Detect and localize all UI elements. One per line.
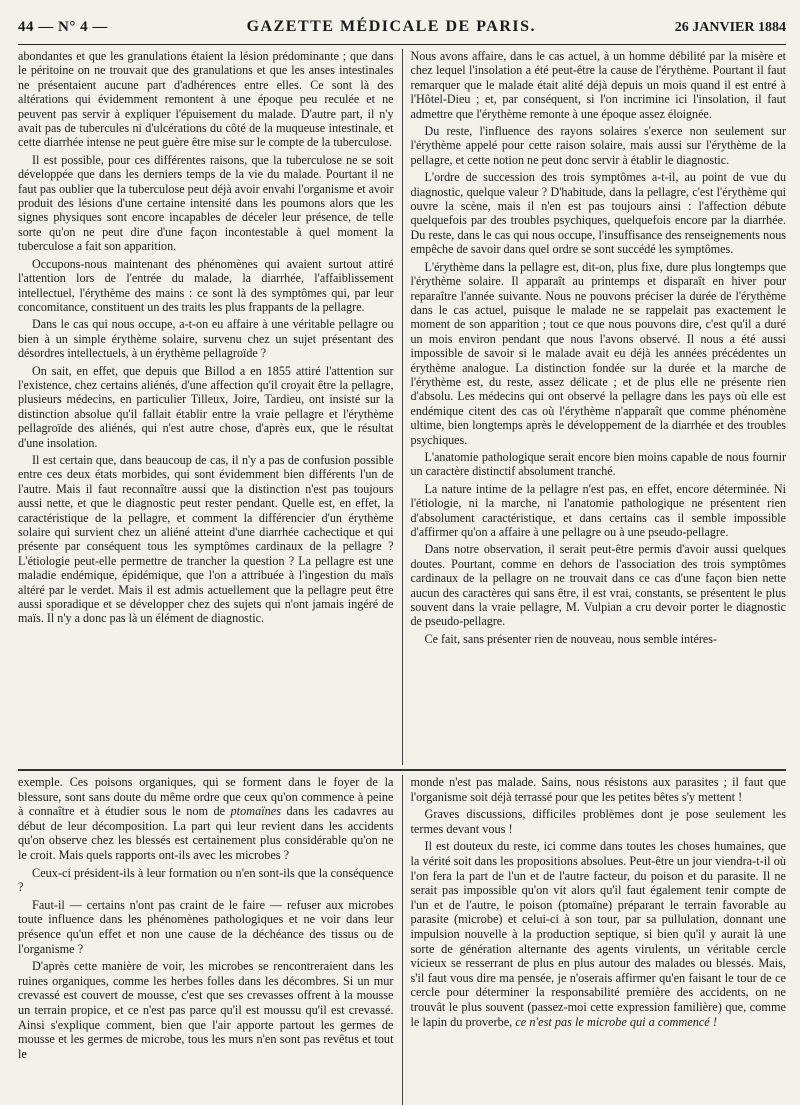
paragraph: Il est certain que, dans beaucoup de cas, il n'y a pas de confusion possible entre ces deux états morbides, qui sont évidemment bien différents l'un de l'autre. Mais il faut reconnaître aussi que la distinction n'est pas toujours aussi nette, et que le diagnostic peut rester pendant. Quelle est, en effet, la caractéristique de la pellagre, et comment la différencier d'un érythème solaire qui survient chez un aliéné atteint d'une diarrhée cachectique et qui présente par conséquent tous les symptômes cardinaux de la pellagre ? L'étiologie peut-elle permettre de trancher la question ? La pellagre est une maladie endémique, épidémique, que l'on a attribuée à l'ingestion du maïs altéré par le verdet. Mais il est admis actuellement que la pellagre peut être aussi sporadique et se développer chez des sujets qui n'ont jamais ingéré de maïs. Il n'y a donc pas là un élément de diagnostic. [18,452,394,626]
paragraph: Dans le cas qui nous occupe, a-t-on eu affaire à une véritable pellagre ou bien à un simple érythème solaire, survenu chez un sujet présentant des désordres intellectuels, à un érythème pellagroïde ? [18,317,394,361]
paragraph: Dans notre observation, il serait peut-être permis d'avoir aussi quelques doutes. Pourtant, comme en dehors de l'association des trois symptômes cardinaux de la pellagre on ne trouvait dans ce cas d'une façon bien nette aucun des caractères qui sans être, il est vrai, constants, se présentent le plus souvent dans la vraie pellagre, M. Vulpian a cru devoir porter le diagnostic de pseudo-pellagre. [410,542,786,629]
paragraph-text: D'après cette manière de voir, les microbes se rencontreraient dans les ruines organiques, comme les herbes folles dans les décombres. Si un mur crevassé est couvert de mousse, c'est que ses crevasses offrent à la mousse un terrain propice, et ce n'est pas parce qu'il est moussu qu'il est crevassé. Ainsi s'explique comment, bien que l'air apporte partout les germes de mousse et les germes de microbe, tous les murs n'en sont pas revêtus et tout le [18,959,394,1061]
paragraph: L'ordre de succession des trois symptômes a-t-il, au point de vue du diagnostic, quelque valeur ? D'habitude, dans la pellagre, c'est l'érythème qui ouvre la scène, mais il n'en est pas toujours ainsi : l'affection débute quelquefois par des troubles psychiques, quelquefois encore par la diarrhée. Du reste, dans le cas qui nous occupe, l'insuffisance des renseignements nous empêche de savoir dans quel ordre se sont succédé les symptômes. [410,170,786,257]
header-rule [18,44,786,45]
italic-text: ce n'est pas le microbe qui a commencé ! [515,1014,717,1029]
paragraph: Il est possible, pour ces différentes raisons, que la tuberculose ne se soit développée que dans les derniers temps de la vie du malade. Pourtant il ne faut pas oublier que la tuberculose peut déjà avoir envahi l'organisme et avoir produit des lésions d'une certaine intensité dans les poumons alors que les signes physiques sont encore incapables de déceler leur présence, de telle sorte qu'on ne peut dire d'une façon incontestable à quel moment la tuberculose a fait son apparition. [18,152,394,254]
page-number-issue: 44 — N° 4 — [18,19,108,35]
paragraph [18,775,394,863]
paragraph [411,775,787,804]
paragraph-text: Faut-il — certains n'ont pas craint de le faire — refuser aux microbes toute influence dans les phénomènes pathologiques et ne voir dans leur présence qu'un effet et non une cause de la déchéance des tissus ou de l'organisme ? [18,897,394,956]
feuilleton-section [18,769,786,1105]
bottom-right-column [402,775,787,1105]
top-right-column [402,49,787,765]
page-header [18,18,786,42]
paragraph: Occupons-nous maintenant des phénomènes qui avaient surtout attiré l'attention lors de l'entrée du malade, la diarrhée, l'affaiblissement intellectuel, l'érythème des mains : ce sont là des symptômes qui, par leur concomitance, constituent un des traits les plus frappants de la pellagre. [18,256,394,314]
issue-date: 26 JANVIER 1884 [674,20,786,35]
paragraph [18,866,394,895]
journal-title: GAZETTE MÉDICALE DE PARIS. [246,18,537,35]
paragraph: Ce fait, sans présenter rien de nouveau, nous semble intéres- [424,631,718,646]
article-top-section [18,49,786,765]
paragraph-text: Graves discussions, difficiles problèmes dont je pose seulement les termes devant vous ! [410,807,786,836]
paragraph: L'érythème dans la pellagre est, dit-on, plus fixe, dure plus longtemps que l'érythème solaire. Il apparaît au printemps et disparaît en hiver pour reparaître l'année suivante. Nous ne pouvons préciser la durée de l'érythème dans le cas actuel, puisque le malade ne se rappelait pas exactement le moment de son apparition ; tout ce que nous pouvons dire, c'est qu'il a duré un mois environ pendant que nous l'avons observé. Il nous a été aussi impossible de savoir si le malade avait eu déjà les années précédentes un érythème analogue. La distinction fondée sur la durée et la marche de l'érythème est, du reste, assez délicate ; et de plus elle ne présente rien d'absolu. Les médecins qui ont observé la pellagre dans les pays où elle est endémique citent des cas où l'érythème n'apparaît que comme phénomène ultime, bien longtemps après le développement de la diarrhée et des troubles psychiques. [410,259,786,447]
italic-text: ptomaïnes [230,804,282,819]
paragraph [18,898,394,956]
paragraph [411,839,787,1029]
paragraph-text: exemple. Ces poisons organiques, qui se forment dans le foyer de la blessure, sont sans doute du même ordre que ceux qu'on commence à peine à connaître et à étudier sous le nom de [18,775,394,819]
paragraph-text: Ceux-ci président-ils à leur formation ou n'en sont-ils que la conséquence ? [18,865,394,895]
top-left-column [18,49,402,765]
paragraph: abondantes et que les granulations étaient la lésion prédominante ; que dans le péritoine on ne trouvait que des granulations et que les anses intestinales ne présentaient aucune part d'adhérences entre elles. Ce sont là des altérations qui évidemment remontent à une époque peu reculée et ne peuvent pas servir à expliquer l'épuisement du malade. D'autre part, il n'y avait pas de tubercules ni d'ulcérations du côté de la muqueuse intestinale, et cette diarrhée intense ne peut guère être mise sur le compte de la tuberculose. [18,49,394,150]
paragraph: La nature intime de la pellagre n'est pas, en effet, encore déterminée. Ni l'étiologie, ni la marche, ni l'anatomie pathologique ne présentent rien d'absolument caractéristique, et dans certains cas il semble impossible d'affirmer qu'on a affaire à une pellagre ou à une pseudo-pellagre. [410,481,786,539]
paragraph: Du reste, l'influence des rayons solaires s'exerce non seulement sur l'érythème appelé pour cette raison solaire, mais aussi sur l'érythème de la pellagre, et cette notion ne peut donc servir à établir le diagnostic. [410,124,786,167]
paragraph-text: monde n'est pas malade. Sains, nous résistons aux parasites ; il faut que l'organisme soit déjà terrassé pour que les petites bêtes s'y mettent ! [410,775,786,804]
paragraph [18,959,394,1061]
bottom-left-column [18,775,402,1105]
paragraph: On sait, en effet, que depuis que Billod a en 1855 attiré l'attention sur l'existence, chez certains aliénés, d'une affection qu'il croyait être la pellagre, plusieurs médecins, en particulier Tilleux, Joire, Tardieu, ont insisté sur la distinction absolue qu'il fallait établir entre la vraie pellagre et l'érythème pellagroïde des aliénés, qui n'est autre chose, d'après eux, que le résultat d'une insolation. [18,363,394,450]
paragraph-text: dans les cadavres au début de leur décomposition. La part qui leur revient dans les accidents qu'on observe chez les blessés est certainement plus considérable qu'on ne le croit. Mais quels rapports ont-ils avec les microbes ? [18,804,394,862]
paragraph [411,807,787,836]
paragraph: L'anatomie pathologique serait encore bien moins capable de nous fournir un caractère distinctif absolument tranché. [410,449,786,479]
paragraph: Nous avons affaire, dans le cas actuel, à un homme débilité par la misère et chez lequel l'insolation a été peut-être la cause de l'érythème. Pourtant il faut remarquer que le malade était alité déjà depuis un mois quand il est entré à l'Hôtel-Dieu ; et, par conséquent, si l'on incrimine ici l'insolation, il faut admettre que l'érythème remonte à une époque assez éloignée. [410,49,786,121]
paragraph-text: Il est douteux du reste, ici comme dans toutes les choses humaines, que la vérité soit dans les propositions absolues. Peut-être un jour viendra-t-il où l'on fera la part de l'un et de l'autre facteur, du poison et du parasite. Il ne serait pas impossible qu'on vit alors qu'il faut également tenir compte de l'un et de l'autre, le poison (ptomaïne) préparant le terrain favorable au parasite (microbe) et celui-ci à son tour, par sa pullulation, donnant une impulsion nouvelle à la production septique, si bien qu'il y aurait là une sorte de génération alternante des agents virulents, un véritable cercle vicieux se resserrant de plus en plus autour des malades ou blessés. Mais, s'il faut vous dire ma pensée, je n'oserais affirmer qu'en faisant le tour de ce cercle pour déterminer la responsabilité première des accidents, on ne trouvât le plus souvent (passez-moi cette expression familière) que, comme le lapin du proverbe, [410,839,786,1029]
